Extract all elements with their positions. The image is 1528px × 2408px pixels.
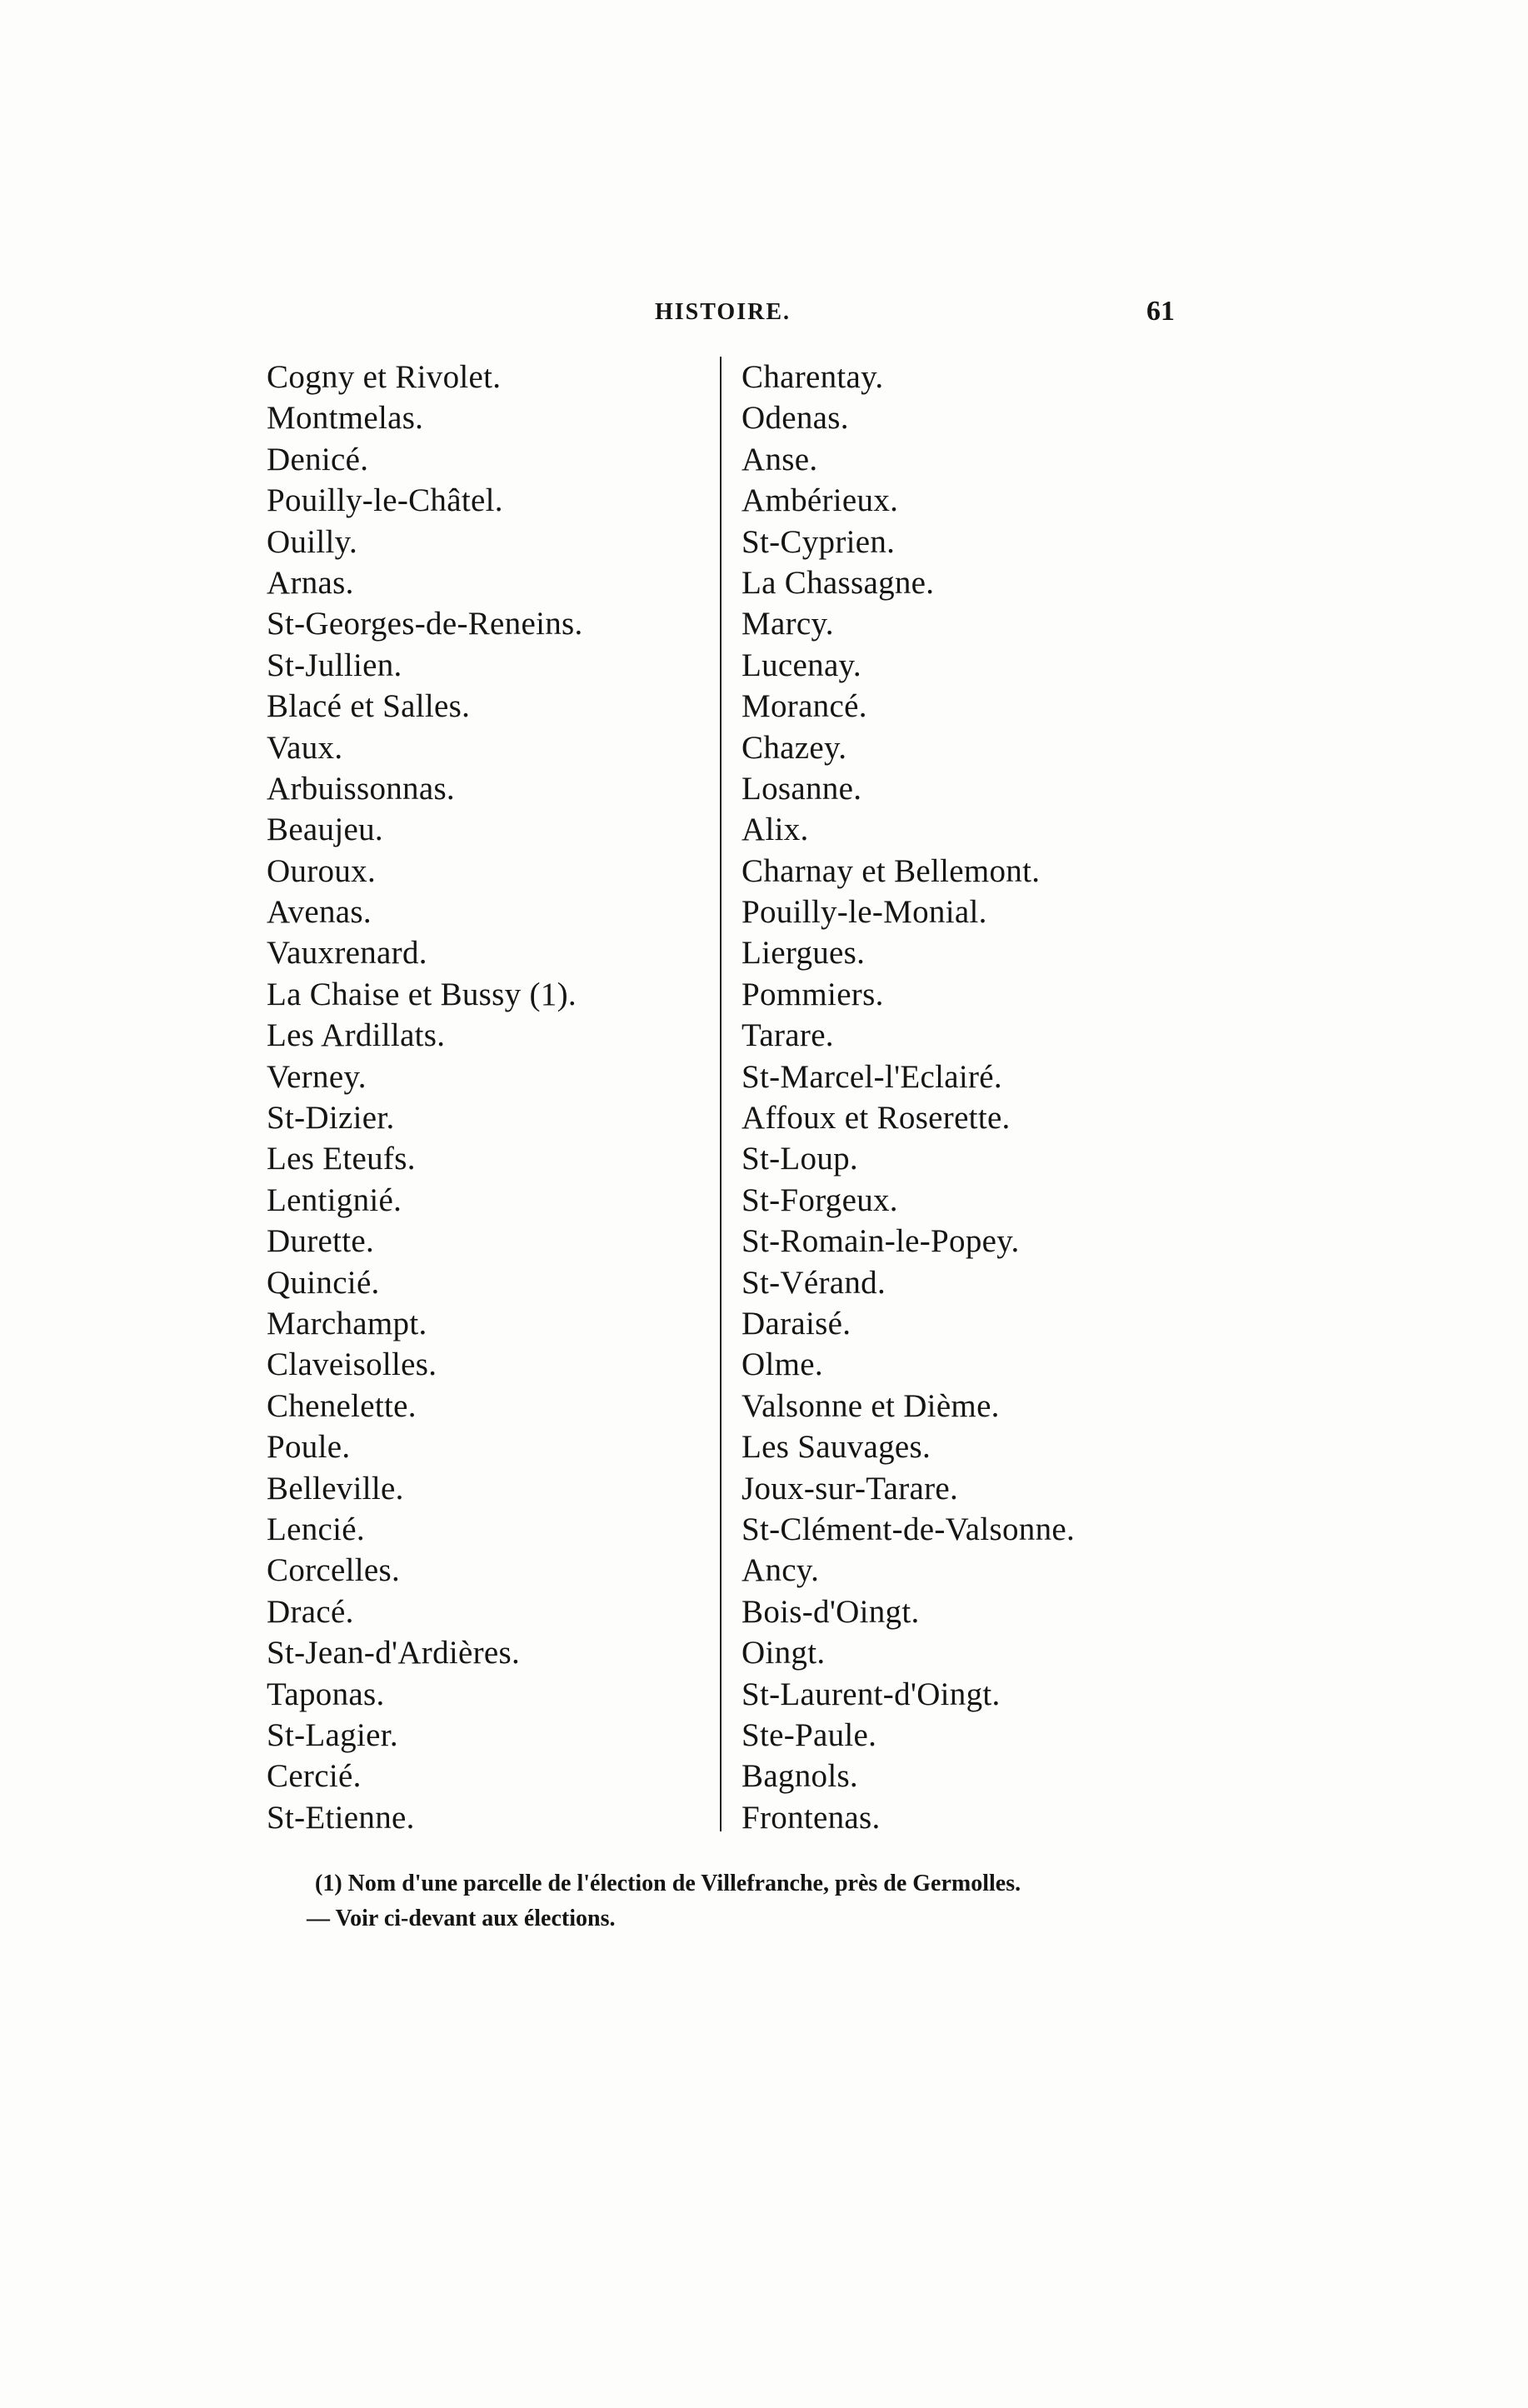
left-column-entry: Pouilly-le-Châtel. — [267, 482, 503, 519]
right-column-entry: Pouilly-le-Monial. — [742, 894, 987, 931]
left-column-entry: Taponas. — [267, 1676, 385, 1712]
left-column-entry: Beaujeu. — [267, 812, 383, 848]
footnote-line-1: (1) Nom d'une parcelle de l'élection de Villefranche, près de Germolles. — [315, 1871, 1021, 1896]
right-column-entry: Les Sauvages. — [742, 1429, 931, 1466]
running-header — [267, 296, 1175, 337]
left-column-entry: Corcelles. — [267, 1552, 401, 1589]
right-column-entry: Odenas. — [742, 400, 849, 437]
left-column-entry: Montmelas. — [267, 400, 424, 437]
right-column-entry: Liergues. — [742, 935, 866, 972]
left-column-entry: Avenas. — [267, 894, 372, 931]
left-column-entry: St-Dizier. — [267, 1100, 395, 1137]
left-column-entry: Poule. — [267, 1429, 351, 1466]
left-column-entry: Verney. — [267, 1058, 367, 1095]
right-column-entry: Pommiers. — [742, 976, 884, 1012]
left-column-entry: St-Lagier. — [267, 1716, 398, 1753]
parish-list — [267, 357, 1200, 1840]
left-column-entry: Marchampt. — [267, 1305, 427, 1341]
right-column-entry: Chazey. — [742, 729, 847, 766]
right-column-entry: Morancé. — [742, 688, 867, 725]
right-column-entry: St-Marcel-l'Eclairé. — [742, 1058, 1002, 1095]
right-column-entry: St-Clément-de-Valsonne. — [742, 1511, 1076, 1547]
right-column — [742, 357, 1208, 1838]
right-column-entry: Oingt. — [742, 1635, 826, 1671]
left-column-entry: Les Ardillats. — [267, 1017, 446, 1054]
right-column-entry: Olme. — [742, 1346, 823, 1383]
left-column-entry: St-Jullien. — [267, 647, 402, 683]
right-column-entry: St-Loup. — [742, 1141, 858, 1177]
right-column-entry: Tarare. — [742, 1017, 834, 1054]
left-column-entry: Vauxrenard. — [267, 935, 427, 972]
right-column-entry: Ambérieux. — [742, 482, 899, 519]
left-column-entry: St-Jean-d'Ardières. — [267, 1635, 521, 1671]
right-column-entry: St-Forgeux. — [742, 1182, 898, 1218]
left-column-entry: Denicé. — [267, 441, 369, 477]
left-column-entry: Les Eteufs. — [267, 1141, 416, 1177]
footnote — [283, 1866, 1200, 1936]
left-column-entry: Lencié. — [267, 1511, 365, 1547]
left-column-entry: Ouilly. — [267, 523, 357, 560]
left-column-entry: Dracé. — [267, 1593, 354, 1630]
right-column-entry: Marcy. — [742, 606, 834, 642]
right-column-entry: Alix. — [742, 812, 809, 848]
right-column-entry: Daraisé. — [742, 1305, 851, 1341]
left-column-entry: Cercié. — [267, 1758, 362, 1795]
right-column-entry: Charnay et Bellemont. — [742, 852, 1041, 889]
right-column-entry: Lucenay. — [742, 647, 861, 683]
right-column-entry: St-Laurent-d'Oingt. — [742, 1676, 1001, 1712]
right-column-entry: Joux-sur-Tarare. — [742, 1470, 959, 1506]
right-column-entry: Frontenas. — [742, 1799, 881, 1836]
right-column-entry: Charentay. — [742, 359, 884, 395]
left-column-entry: Quincié. — [267, 1264, 380, 1301]
right-column-entry: Valsonne et Dième. — [742, 1387, 1000, 1424]
right-column-entry: Bois-d'Oingt. — [742, 1593, 920, 1630]
right-column-entry: Affoux et Roserette. — [742, 1100, 1011, 1137]
right-column-entry: St-Vérand. — [742, 1264, 886, 1301]
left-column-entry: Blacé et Salles. — [267, 688, 471, 725]
left-column-entry: Claveisolles. — [267, 1346, 437, 1383]
right-column-entry: St-Romain-le-Popey. — [742, 1223, 1020, 1260]
left-column-entry: Vaux. — [267, 729, 343, 766]
column-divider — [720, 357, 722, 1831]
left-column-entry: La Chaise et Bussy (1). — [267, 976, 577, 1012]
right-column-entry: La Chassagne. — [742, 564, 935, 601]
page-number: 61 — [1146, 296, 1175, 327]
footnote-line-2: — Voir ci-devant aux élections. — [307, 1906, 616, 1931]
right-column-entry: Anse. — [742, 441, 818, 477]
left-column-entry: Belleville. — [267, 1470, 404, 1506]
right-column-entry: Ste-Paule. — [742, 1716, 877, 1753]
left-column-entry: St-Etienne. — [267, 1799, 415, 1836]
left-column-entry: Arbuissonnas. — [267, 770, 455, 807]
right-column-entry: Bagnols. — [742, 1758, 858, 1795]
header-title: HISTOIRE. — [655, 299, 791, 325]
left-column-entry: Ouroux. — [267, 852, 377, 889]
right-column-entry: St-Cyprien. — [742, 523, 896, 560]
left-column-entry: Arnas. — [267, 564, 354, 601]
right-column-entry: Ancy. — [742, 1552, 820, 1589]
left-column-entry: Chenelette. — [267, 1387, 417, 1424]
left-column-entry: Durette. — [267, 1223, 375, 1260]
right-column-entry: Losanne. — [742, 770, 862, 807]
left-column-entry: St-Georges-de-Reneins. — [267, 606, 583, 642]
left-column-entry: Cogny et Rivolet. — [267, 359, 502, 395]
left-column-entry: Lentignié. — [267, 1182, 402, 1218]
left-column — [267, 357, 700, 1838]
